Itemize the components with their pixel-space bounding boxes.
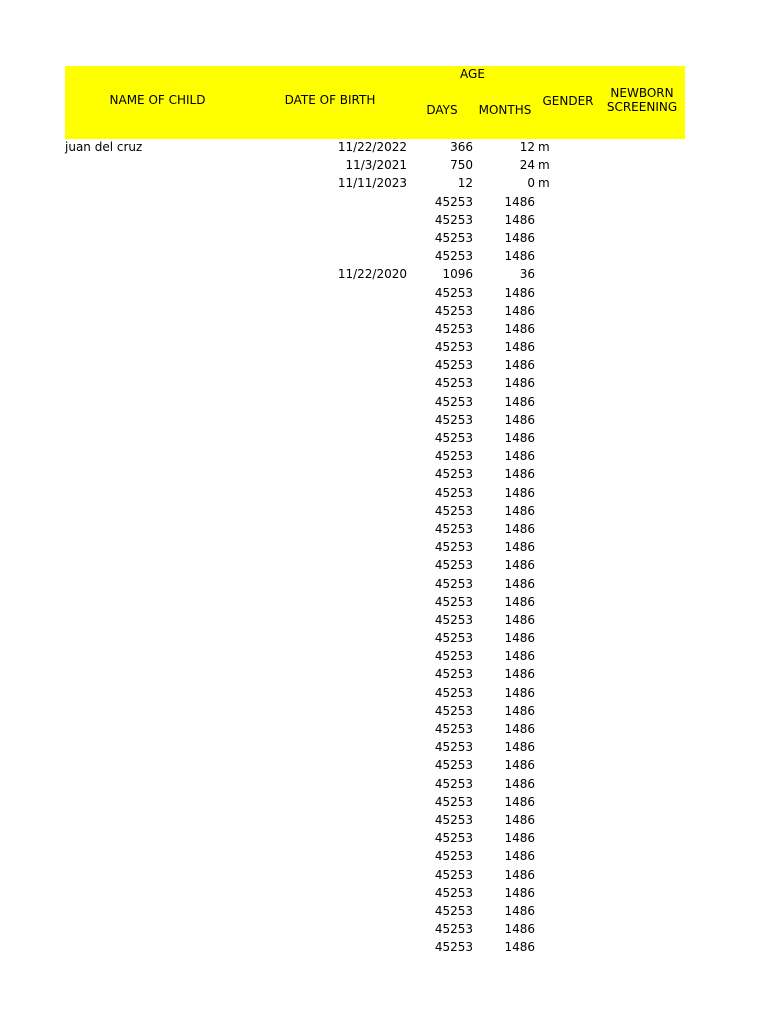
cell-months: 1486 (504, 594, 535, 609)
table-row (0, 922, 768, 940)
cell-months: 1486 (504, 685, 535, 700)
cell-months: 1486 (504, 667, 535, 682)
cell-months: 0 (527, 176, 535, 191)
table-row (0, 431, 768, 449)
header-days: DAYS (426, 103, 458, 117)
cell-months: 1486 (504, 885, 535, 900)
table-row (0, 522, 768, 540)
cell-months: 1486 (504, 540, 535, 555)
header-age: AGE (460, 67, 485, 81)
table-row (0, 813, 768, 831)
cell-days: 45253 (434, 612, 473, 627)
cell-days: 45253 (434, 230, 473, 245)
table-row (0, 413, 768, 431)
cell-months: 1486 (504, 412, 535, 427)
cell-days: 45253 (434, 412, 473, 427)
cell-months: 1486 (504, 867, 535, 882)
header-date-of-birth: DATE OF BIRTH (284, 93, 376, 107)
cell-date-of-birth: 11/22/2022 (337, 140, 407, 154)
cell-date-of-birth: 11/22/2020 (337, 267, 407, 282)
table-row (0, 340, 768, 358)
cell-days: 750 (450, 158, 473, 173)
cell-days: 45253 (434, 540, 473, 555)
cell-months: 1486 (504, 467, 535, 482)
cell-days: 45253 (434, 521, 473, 536)
cell-days: 45253 (434, 340, 473, 355)
cell-months: 1486 (504, 340, 535, 355)
cell-days: 45253 (434, 449, 473, 464)
cell-days: 45253 (434, 794, 473, 809)
cell-months: 1486 (504, 449, 535, 464)
cell-days: 45253 (434, 503, 473, 518)
table-row (0, 686, 768, 704)
table-row (0, 158, 768, 176)
table-row (0, 140, 768, 158)
table-row (0, 740, 768, 758)
cell-date-of-birth: 11/3/2021 (345, 158, 407, 173)
cell-days: 45253 (434, 212, 473, 227)
table-row (0, 558, 768, 576)
cell-days: 45253 (434, 467, 473, 482)
cell-months: 1486 (504, 394, 535, 409)
cell-days: 45253 (434, 321, 473, 336)
cell-days: 45253 (434, 485, 473, 500)
cell-months: 1486 (504, 321, 535, 336)
cell-months: 36 (519, 267, 535, 282)
cell-days: 45253 (434, 758, 473, 773)
cell-months: 1486 (504, 812, 535, 827)
cell-days: 45253 (434, 631, 473, 646)
cell-months: 1486 (504, 903, 535, 918)
cell-months-unit: m (538, 176, 550, 191)
cell-months: 1486 (504, 358, 535, 373)
table-body (0, 140, 768, 958)
table-row (0, 904, 768, 922)
table-header (65, 66, 685, 139)
cell-months-unit: m (538, 158, 550, 173)
cell-name: juan del cruz (65, 140, 143, 154)
cell-months: 12 (519, 140, 535, 154)
cell-months: 1486 (504, 631, 535, 646)
table-row (0, 613, 768, 631)
cell-days: 45253 (434, 903, 473, 918)
cell-months: 1486 (504, 431, 535, 445)
cell-months: 24 (519, 158, 535, 173)
cell-months: 1486 (504, 303, 535, 318)
cell-days: 45253 (434, 431, 473, 445)
cell-days: 45253 (434, 685, 473, 700)
cell-months: 1486 (504, 376, 535, 391)
cell-days: 45253 (434, 376, 473, 391)
cell-months: 1486 (504, 503, 535, 518)
table-row (0, 667, 768, 685)
cell-months: 1486 (504, 285, 535, 300)
cell-months: 1486 (504, 831, 535, 846)
cell-days: 45253 (434, 940, 473, 955)
table-row (0, 304, 768, 322)
cell-days: 45253 (434, 249, 473, 264)
table-row (0, 631, 768, 649)
table-row (0, 449, 768, 467)
header-months: MONTHS (478, 103, 532, 117)
cell-days: 366 (450, 140, 473, 154)
table-row (0, 940, 768, 958)
header-gender: GENDER (542, 94, 594, 108)
header-newborn-line2: SCREENING (606, 100, 678, 114)
table-row (0, 849, 768, 867)
table-row (0, 358, 768, 376)
cell-months: 1486 (504, 794, 535, 809)
cell-days: 45253 (434, 667, 473, 682)
cell-days: 45253 (434, 576, 473, 591)
cell-months: 1486 (504, 649, 535, 664)
header-newborn-line1: NEWBORN (610, 86, 674, 100)
cell-days: 45253 (434, 558, 473, 573)
cell-months: 1486 (504, 722, 535, 736)
table-row (0, 504, 768, 522)
table-row (0, 595, 768, 613)
cell-days: 45253 (434, 303, 473, 318)
table-row (0, 758, 768, 776)
cell-days: 45253 (434, 812, 473, 827)
cell-months: 1486 (504, 776, 535, 791)
cell-months: 1486 (504, 558, 535, 573)
table-row (0, 704, 768, 722)
table-row (0, 176, 768, 194)
cell-months: 1486 (504, 940, 535, 955)
cell-days: 45253 (434, 740, 473, 755)
cell-months: 1486 (504, 249, 535, 264)
table-row (0, 486, 768, 504)
table-row (0, 577, 768, 595)
table-row (0, 649, 768, 667)
cell-months: 1486 (504, 612, 535, 627)
cell-months: 1486 (504, 485, 535, 500)
cell-months: 1486 (504, 703, 535, 718)
cell-days: 45253 (434, 867, 473, 882)
cell-days: 45253 (434, 394, 473, 409)
table-row (0, 213, 768, 231)
table-row (0, 267, 768, 285)
table-row (0, 195, 768, 213)
table-row (0, 886, 768, 904)
cell-days: 45253 (434, 649, 473, 664)
table-row (0, 231, 768, 249)
cell-days: 45253 (434, 849, 473, 864)
cell-days: 45253 (434, 285, 473, 300)
cell-months: 1486 (504, 758, 535, 773)
cell-days: 45253 (434, 885, 473, 900)
header-name-of-child: NAME OF CHILD (109, 93, 206, 107)
cell-days: 45253 (434, 594, 473, 609)
cell-days: 45253 (434, 194, 473, 209)
cell-days: 45253 (434, 776, 473, 791)
header-newborn-screening (603, 86, 681, 114)
cell-days: 45253 (434, 831, 473, 846)
table-row (0, 322, 768, 340)
table-row (0, 540, 768, 558)
table-row (0, 722, 768, 740)
table-row (0, 795, 768, 813)
cell-months: 1486 (504, 740, 535, 755)
cell-days: 1096 (442, 267, 473, 282)
cell-months: 1486 (504, 212, 535, 227)
table-row (0, 286, 768, 304)
cell-months-unit: m (538, 140, 550, 154)
table-row (0, 868, 768, 886)
cell-days: 12 (457, 176, 473, 191)
table-row (0, 249, 768, 267)
cell-days: 45253 (434, 722, 473, 736)
table-row (0, 395, 768, 413)
table-row (0, 777, 768, 795)
cell-months: 1486 (504, 922, 535, 937)
cell-date-of-birth: 11/11/2023 (337, 176, 407, 191)
cell-months: 1486 (504, 849, 535, 864)
cell-months: 1486 (504, 194, 535, 209)
cell-months: 1486 (504, 576, 535, 591)
cell-days: 45253 (434, 358, 473, 373)
table-row (0, 376, 768, 394)
cell-days: 45253 (434, 703, 473, 718)
cell-days: 45253 (434, 922, 473, 937)
table-row (0, 467, 768, 485)
table-row (0, 831, 768, 849)
cell-months: 1486 (504, 521, 535, 536)
cell-months: 1486 (504, 230, 535, 245)
